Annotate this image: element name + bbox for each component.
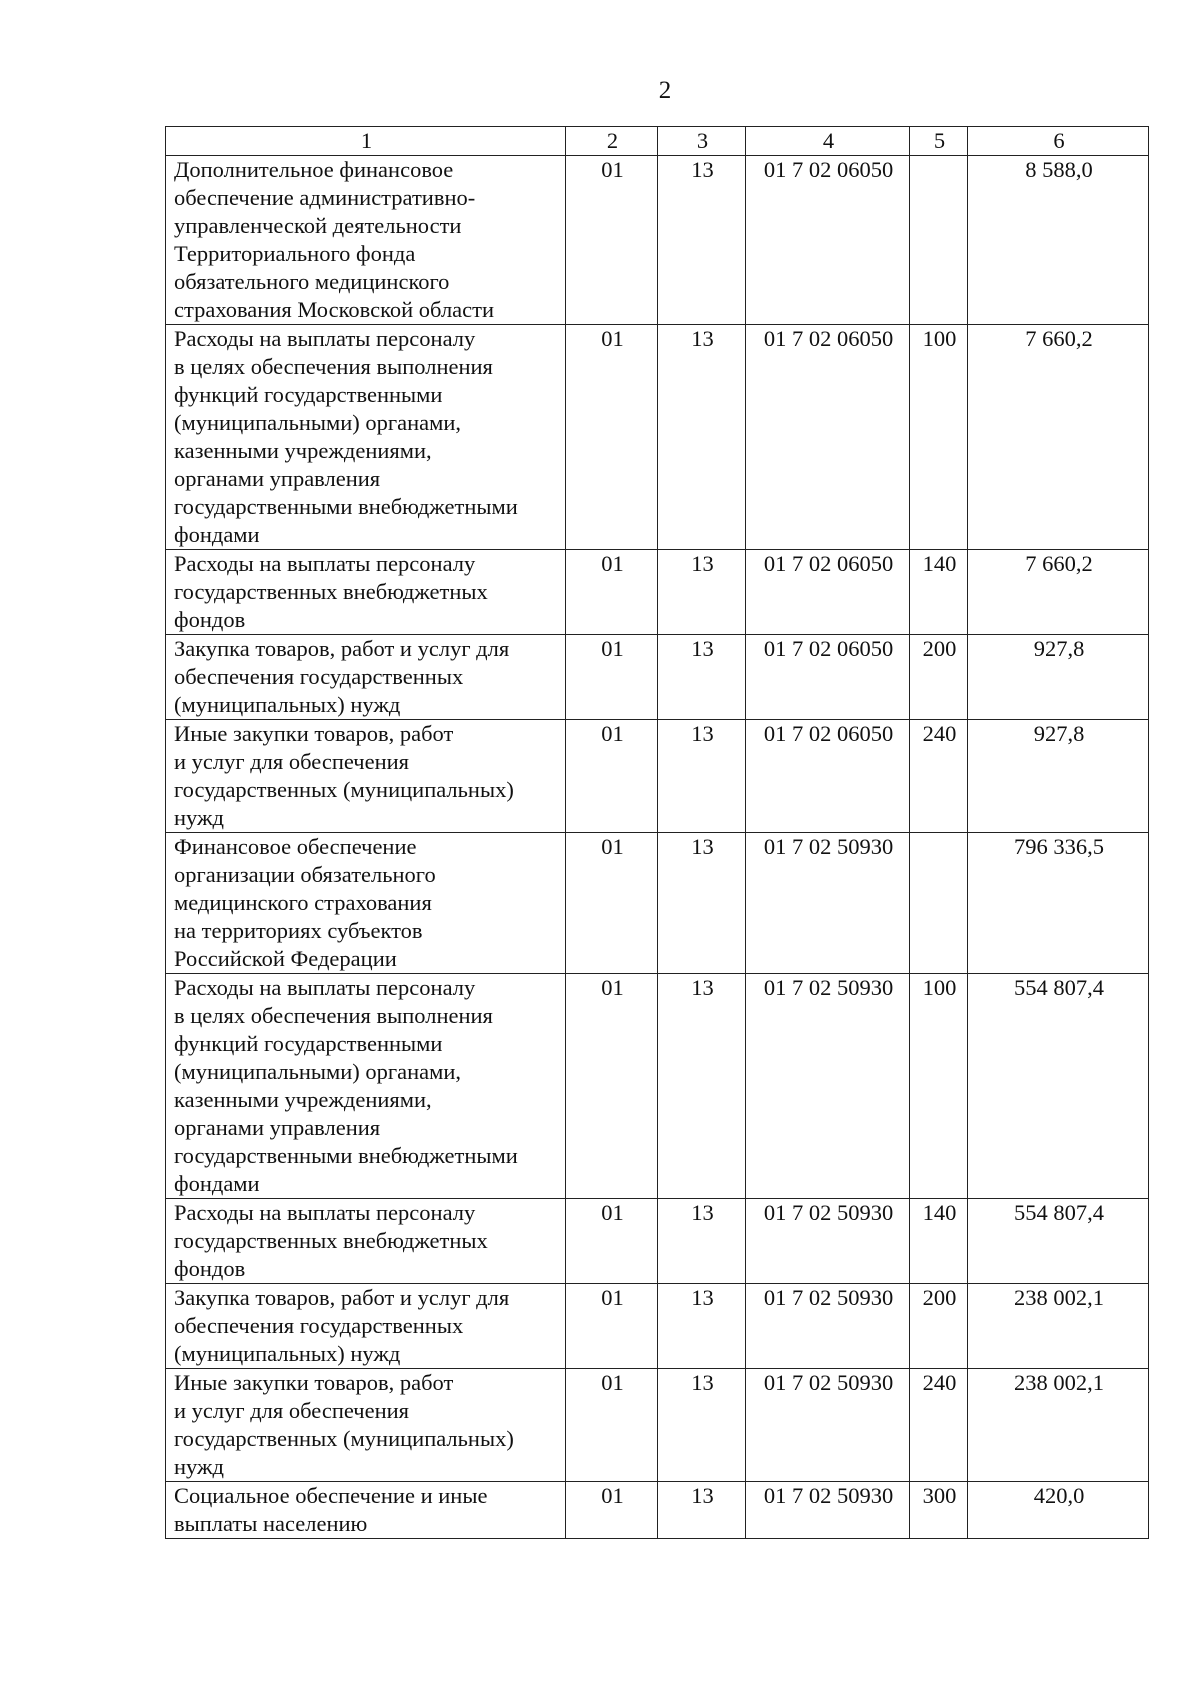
row-target-article: 01 7 02 06050 <box>746 635 910 720</box>
row-amount: 554 807,4 <box>968 1199 1149 1284</box>
table-row <box>166 833 1149 974</box>
table-row <box>166 974 1149 1199</box>
row-expense-type: 140 <box>910 550 968 635</box>
row-target-article: 01 7 02 50930 <box>746 1482 910 1539</box>
row-name: Расходы на выплаты персоналу государственных внебюджетных фондов <box>166 1199 566 1284</box>
row-section: 01 <box>566 1482 658 1539</box>
row-amount: 238 002,1 <box>968 1284 1149 1369</box>
row-subsection: 13 <box>658 550 746 635</box>
header-col-1: 1 <box>166 127 566 156</box>
row-name: Иные закупки товаров, работ и услуг для обеспечения государственных (муниципальных) нужд <box>166 720 566 833</box>
page-number: 2 <box>658 77 672 104</box>
table-row <box>166 635 1149 720</box>
row-section: 01 <box>566 1284 658 1369</box>
table-row <box>166 720 1149 833</box>
row-amount: 927,8 <box>968 720 1149 833</box>
row-subsection: 13 <box>658 156 746 325</box>
row-expense-type: 100 <box>910 974 968 1199</box>
row-target-article: 01 7 02 50930 <box>746 833 910 974</box>
row-target-article: 01 7 02 06050 <box>746 550 910 635</box>
row-amount: 554 807,4 <box>968 974 1149 1199</box>
row-amount: 238 002,1 <box>968 1369 1149 1482</box>
row-expense-type: 300 <box>910 1482 968 1539</box>
row-subsection: 13 <box>658 1369 746 1482</box>
budget-table <box>165 126 1149 1539</box>
row-subsection: 13 <box>658 1284 746 1369</box>
row-subsection: 13 <box>658 325 746 550</box>
row-section: 01 <box>566 833 658 974</box>
row-target-article: 01 7 02 06050 <box>746 325 910 550</box>
row-name: Расходы на выплаты персоналу в целях обеспечения выполнения функций государственными (муниципальными) органами, казенными учреждениями, органами управления государственными внебюджетными фондами <box>166 325 566 550</box>
row-name: Социальное обеспечение и иные выплаты населению <box>166 1482 566 1539</box>
row-amount: 927,8 <box>968 635 1149 720</box>
table-header-row <box>166 127 1149 156</box>
row-section: 01 <box>566 550 658 635</box>
table-row <box>166 1199 1149 1284</box>
header-col-6: 6 <box>968 127 1149 156</box>
row-subsection: 13 <box>658 635 746 720</box>
row-expense-type: 200 <box>910 1284 968 1369</box>
row-target-article: 01 7 02 50930 <box>746 974 910 1199</box>
row-section: 01 <box>566 1199 658 1284</box>
header-col-4: 4 <box>746 127 910 156</box>
row-name: Расходы на выплаты персоналу в целях обеспечения выполнения функций государственными (муниципальными) органами, казенными учреждениями, органами управления государственными внебюджетными фондами <box>166 974 566 1199</box>
row-expense-type: 200 <box>910 635 968 720</box>
row-name: Закупка товаров, работ и услуг для обеспечения государственных (муниципальных) нужд <box>166 1284 566 1369</box>
row-subsection: 13 <box>658 1482 746 1539</box>
row-subsection: 13 <box>658 833 746 974</box>
row-subsection: 13 <box>658 720 746 833</box>
row-section: 01 <box>566 325 658 550</box>
table-row <box>166 1284 1149 1369</box>
row-name: Закупка товаров, работ и услуг для обеспечения государственных (муниципальных) нужд <box>166 635 566 720</box>
header-col-5: 5 <box>910 127 968 156</box>
row-subsection: 13 <box>658 1199 746 1284</box>
row-section: 01 <box>566 635 658 720</box>
header-col-3: 3 <box>658 127 746 156</box>
row-amount: 7 660,2 <box>968 325 1149 550</box>
row-section: 01 <box>566 1369 658 1482</box>
table-row <box>166 156 1149 325</box>
table-row <box>166 550 1149 635</box>
row-target-article: 01 7 02 50930 <box>746 1369 910 1482</box>
row-name: Финансовое обеспечение организации обязательного медицинского страхования на территориях субъектов Российской Федерации <box>166 833 566 974</box>
row-target-article: 01 7 02 06050 <box>746 720 910 833</box>
row-section: 01 <box>566 156 658 325</box>
row-expense-type <box>910 156 968 325</box>
row-amount: 796 336,5 <box>968 833 1149 974</box>
row-target-article: 01 7 02 06050 <box>746 156 910 325</box>
row-name: Расходы на выплаты персоналу государственных внебюджетных фондов <box>166 550 566 635</box>
row-expense-type: 240 <box>910 1369 968 1482</box>
row-expense-type: 100 <box>910 325 968 550</box>
row-target-article: 01 7 02 50930 <box>746 1199 910 1284</box>
row-section: 01 <box>566 974 658 1199</box>
table-row <box>166 1369 1149 1482</box>
row-name: Иные закупки товаров, работ и услуг для обеспечения государственных (муниципальных) нужд <box>166 1369 566 1482</box>
row-amount: 8 588,0 <box>968 156 1149 325</box>
row-target-article: 01 7 02 50930 <box>746 1284 910 1369</box>
row-expense-type <box>910 833 968 974</box>
row-amount: 420,0 <box>968 1482 1149 1539</box>
row-expense-type: 140 <box>910 1199 968 1284</box>
table-row <box>166 1482 1149 1539</box>
table-row <box>166 325 1149 550</box>
row-expense-type: 240 <box>910 720 968 833</box>
row-subsection: 13 <box>658 974 746 1199</box>
row-name: Дополнительное финансовое обеспечение административно- управленческой деятельности Территориального фонда обязательного медицинского страхования Московской области <box>166 156 566 325</box>
row-amount: 7 660,2 <box>968 550 1149 635</box>
header-col-2: 2 <box>566 127 658 156</box>
row-section: 01 <box>566 720 658 833</box>
